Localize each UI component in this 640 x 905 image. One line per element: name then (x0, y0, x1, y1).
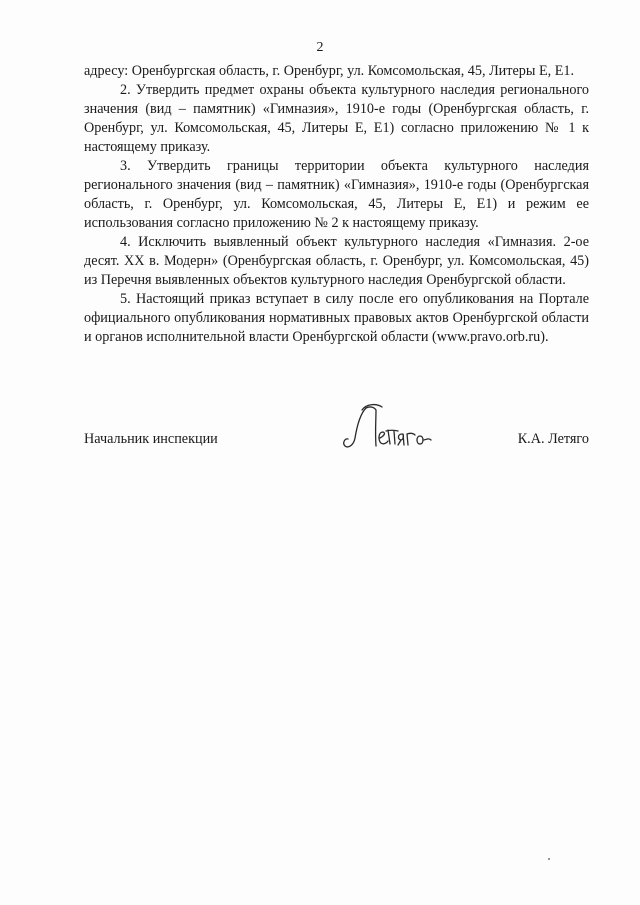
signatory-position: Начальник инспекции (84, 431, 218, 447)
paragraph-item-2: 2. Утвердить предмет охраны объекта культурного наследия регионального значения (вид – памятник) «Гимназия», 1910-е годы (Оренбургская область, г. Оренбург, ул. Комсомольская, 45, Литеры Е, Е1) согласно приложению № 1 к настоящему приказу. (84, 82, 589, 155)
signature-block (84, 400, 589, 460)
document-body (84, 62, 589, 347)
signatory-name: К.А. Летяго (517, 431, 589, 447)
handwritten-signature (336, 400, 446, 456)
paragraph-address-continuation: адресу: Оренбургская область, г. Оренбург, ул. Комсомольская, 45, Литеры Е, Е1. (84, 63, 575, 79)
paragraph-item-4: 4. Исключить выявленный объект культурного наследия «Гимназия. 2-ое десят. XX в. Модерн» (Оренбургская область, г. Оренбург, ул. Комсомольская, 45) из Перечня выявленных объектов культурного наследия Оренбургской области. (84, 234, 589, 288)
scan-speck (548, 858, 550, 860)
paragraph-item-5: 5. Настоящий приказ вступает в силу после его опубликования на Портале официального опубликования нормативных правовых актов Оренбургской области и органов исполнительной власти Оренбургской области (www.pravo.orb.ru). (84, 291, 589, 345)
paragraph-item-3: 3. Утвердить границы территории объекта культурного наследия регионального значения (вид – памятник) «Гимназия», 1910-е годы (Оренбургская область, г. Оренбург, ул. Комсомольская, 45, Литеры Е, Е1) и режим ее использования согласно приложению № 2 к настоящему приказу. (84, 158, 589, 231)
page-number: 2 (316, 40, 324, 55)
